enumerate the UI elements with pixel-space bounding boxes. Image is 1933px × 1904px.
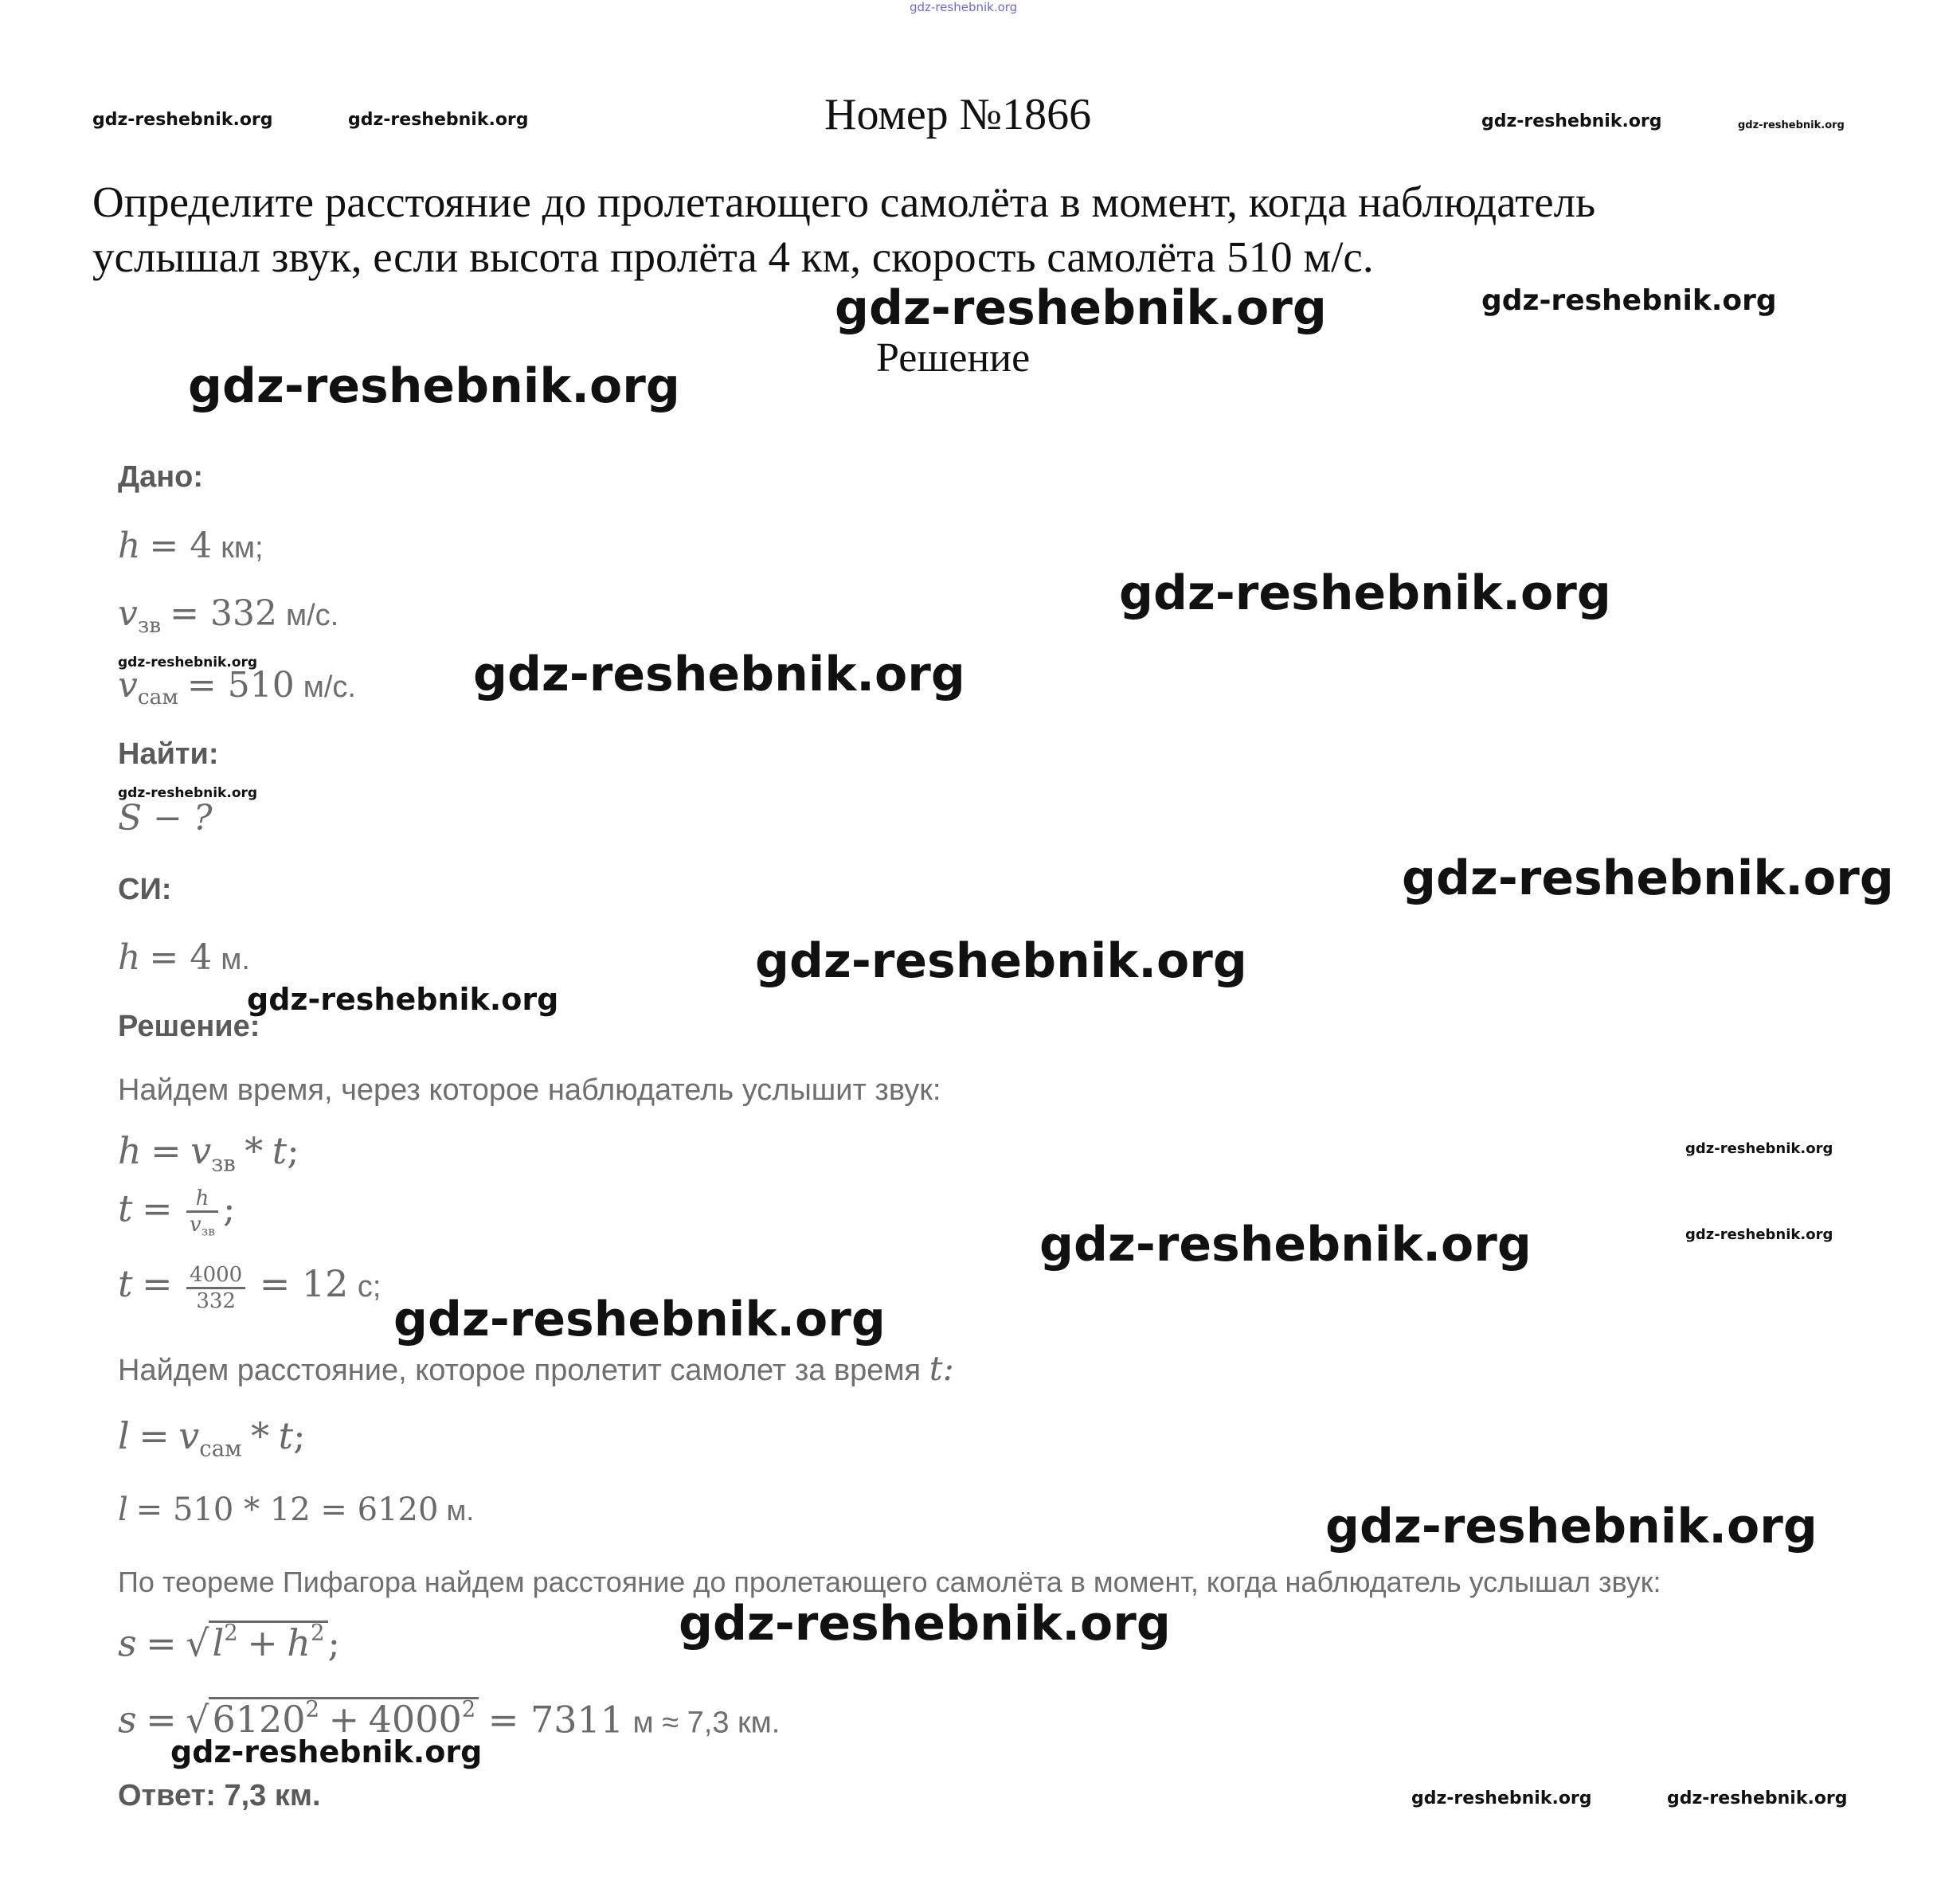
problem-line-2: услышал звук, если высота пролёта 4 км, скорость самолёта 510 м/с. <box>92 233 1374 281</box>
watermark: gdz-reshebnik.org <box>1685 1140 1833 1157</box>
equation-l: $l = v_{сам} * t$; <box>118 1414 306 1462</box>
watermark: gdz-reshebnik.org <box>1402 850 1894 906</box>
given-h: h = 4 км; <box>118 526 264 566</box>
solution-heading: Решение <box>876 335 1031 381</box>
watermark: gdz-reshebnik.org <box>393 1292 886 1347</box>
watermark: gdz-reshebnik.org <box>835 280 1327 336</box>
equation-t: t = $\frac{h}{v_{зв}}$ ; <box>118 1187 236 1239</box>
watermark: gdz-reshebnik.org <box>1411 1789 1592 1808</box>
equation-l-value: l = 510 * 12 = 6120 м. <box>118 1492 475 1528</box>
solution-text-1: Найдем время, через которое наблюдатель услышит звук: <box>118 1073 941 1107</box>
si-h: h = 4 м. <box>118 937 250 978</box>
solution-text-3: По теореме Пифагора найдем расстояние до пролетающего самолёта в момент, когда наблюдатель услышал звук: <box>118 1566 1661 1598</box>
watermark: gdz-reshebnik.org <box>1481 284 1777 317</box>
header-watermark-right-1: gdz-reshebnik.org <box>1481 111 1662 131</box>
watermark: gdz-reshebnik.org <box>1685 1226 1833 1243</box>
given-v-plane: $v_{сам} = 510$ м/с. <box>118 665 356 710</box>
watermark: gdz-reshebnik.org <box>755 933 1247 989</box>
equation-h: $h = v_{зв} * t$; <box>118 1129 299 1177</box>
watermark: gdz-reshebnik.org <box>473 647 965 702</box>
given-v-sound: $v_{зв} = 332$ м/с. <box>118 593 339 639</box>
problem-line-1: Определите расстояние до пролетающего самолёта в момент, когда наблюдатель <box>92 178 1596 226</box>
watermark: gdz-reshebnik.org <box>679 1596 1171 1652</box>
find-expr: S − ? <box>118 798 213 839</box>
page-title: Номер №1866 <box>824 90 1092 139</box>
given-label: Дано: <box>118 460 204 494</box>
find-label: Найти: <box>118 737 219 771</box>
watermark: gdz-reshebnik.org <box>1119 565 1611 621</box>
equation-s: $s = √l^2 + h^2$; <box>118 1620 340 1665</box>
equation-s-value: s = √6120$^2$ + 4000$^2$ = 7311 м ≈ 7,3 км. <box>118 1696 781 1742</box>
answer: Ответ: 7,3 км. <box>118 1779 321 1812</box>
watermark: gdz-reshebnik.org <box>247 982 559 1017</box>
watermark: gdz-reshebnik.org <box>1039 1217 1532 1273</box>
top-watermark: gdz-reshebnik.org <box>910 0 1018 14</box>
header-watermark-left-1: gdz-reshebnik.org <box>92 110 273 130</box>
header-watermark-right-2: gdz-reshebnik.org <box>1738 119 1845 131</box>
watermark: gdz-reshebnik.org <box>1325 1499 1818 1554</box>
solution-label: Решение: <box>118 1010 260 1043</box>
solution-text-2: Найдем расстояние, которое пролетит самолет за время t: <box>118 1349 954 1388</box>
header-watermark-left-2: gdz-reshebnik.org <box>348 110 529 130</box>
si-label: СИ: <box>118 873 172 906</box>
watermark: gdz-reshebnik.org <box>118 785 258 801</box>
equation-t-value: t = $\frac{4000}{332}$ = 12 с; <box>118 1262 382 1313</box>
watermark: gdz-reshebnik.org <box>188 358 680 414</box>
watermark: gdz-reshebnik.org <box>118 655 258 671</box>
watermark: gdz-reshebnik.org <box>1667 1789 1848 1808</box>
watermark: gdz-reshebnik.org <box>170 1734 483 1769</box>
